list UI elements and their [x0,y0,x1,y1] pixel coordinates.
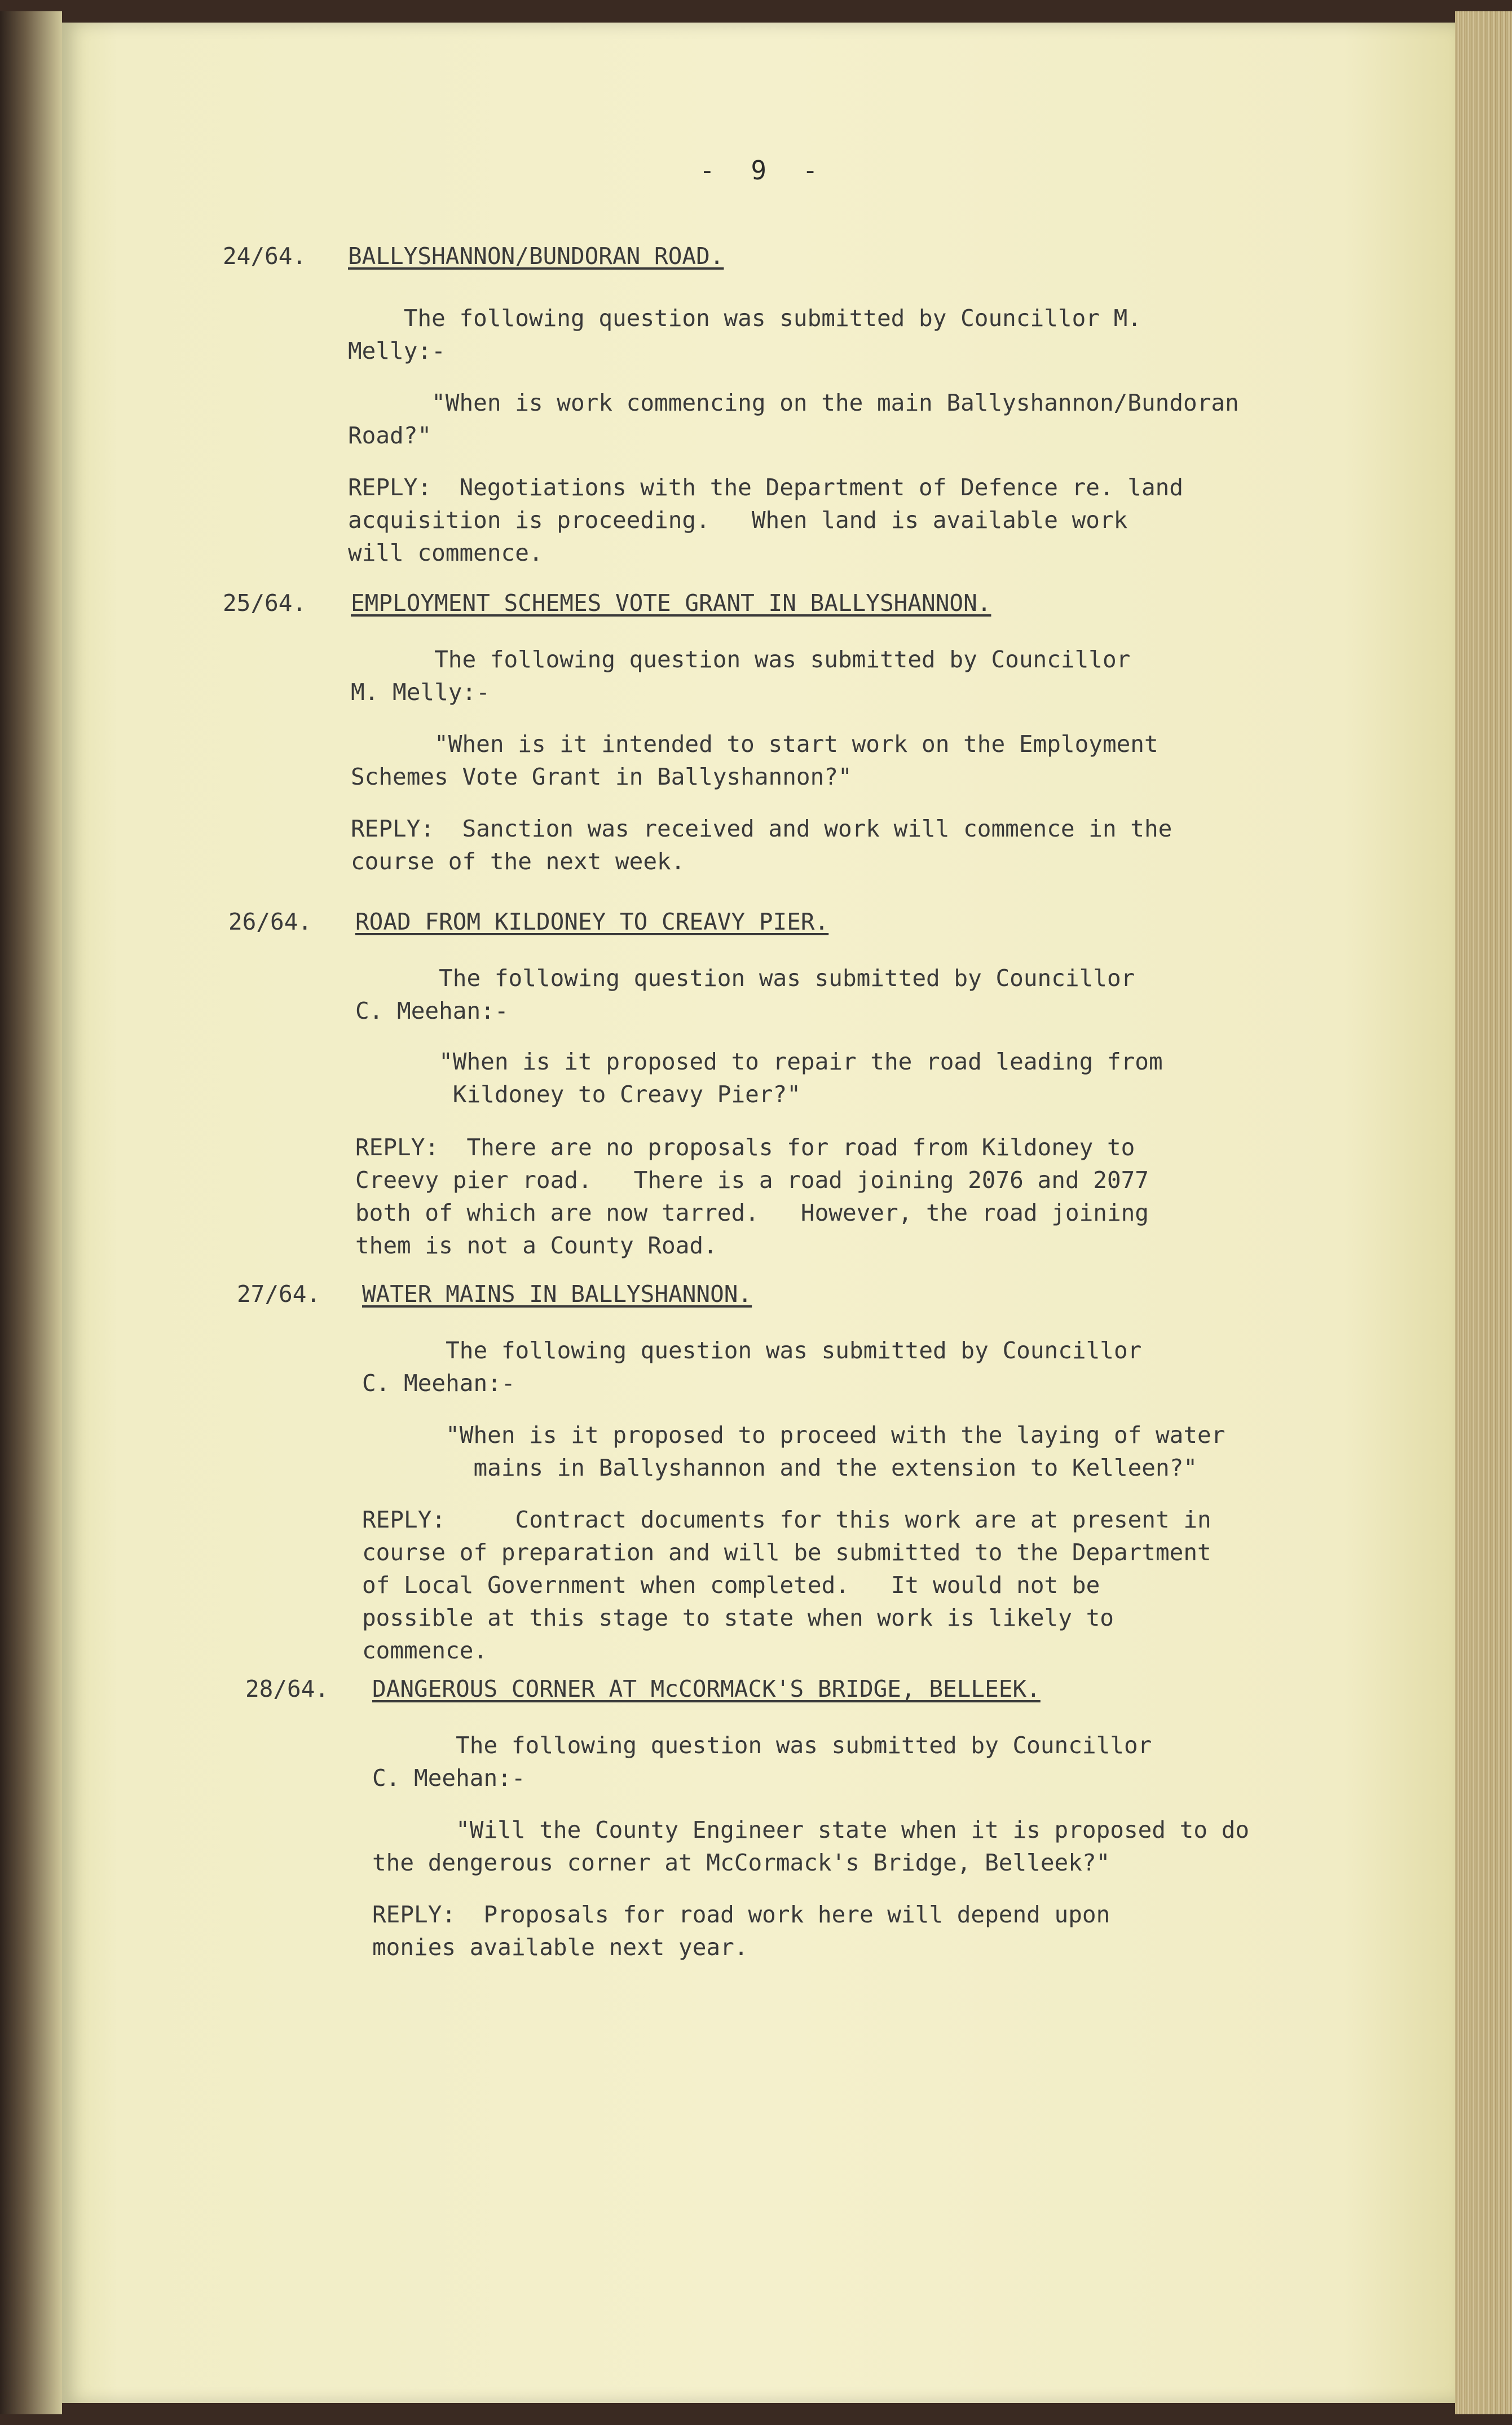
document-page [62,23,1455,2403]
question-text: "When is it intended to start work on the Employment Schemes Vote Grant in Ballyshannon?" [351,730,1158,790]
item-heading: WATER MAINS IN BALLYSHANNON. [362,1280,752,1308]
page-number: - 9 - [699,155,828,186]
page-edges [1455,11,1512,2414]
item-number: 24/64. [223,243,307,270]
question-intro: The following question was submitted by Councillor M. Melly:- [351,646,1131,706]
question-intro: The following question was submitted by Councillor M. Melly:- [348,305,1141,364]
question-intro: The following question was submitted by Councillor C. Meehan:- [362,1337,1142,1397]
reply-text: REPLY: There are no proposals for road from Kildoney to Creevy pier road. There is a road joining 2076 and 2077 both of which are now tarred. However, the road joining them is not a County Road. [355,1134,1149,1259]
reply-text: REPLY: Negotiations with the Department of Defence re. land acquisition is proceeding. When land is available work will commence. [348,474,1184,566]
minute-item-28-64 [245,1673,1373,1966]
minute-item-26-64 [228,905,1356,1266]
item-heading: DANGEROUS CORNER AT McCORMACK'S BRIDGE, BELLEEK. [372,1675,1041,1702]
question-text: "Will the County Engineer state when it is proposed to do the dengerous corner at McCormack's Bridge, Belleek?" [372,1816,1250,1876]
book-spine [0,11,62,2414]
item-number: 26/64. [228,908,312,935]
question-text: "When is it proposed to proceed with the laying of water mains in Ballyshannon and the extension to Kelleen?" [446,1421,1226,1481]
reply-text: REPLY: Contract documents for this work are at present in course of preparation and will be submitted to the Department of Local Government when completed. It would not be possible at this stage to state when work is likely to commence. [362,1506,1211,1664]
item-heading: EMPLOYMENT SCHEMES VOTE GRANT IN BALLYSHANNON. [351,589,991,617]
item-number: 25/64. [223,589,307,617]
item-heading: BALLYSHANNON/BUNDORAN ROAD. [348,243,724,270]
minute-item-24-64 [223,240,1351,567]
minute-item-27-64 [237,1278,1365,1664]
reply-text: REPLY: Sanction was received and work will commence in the course of the next week. [351,815,1172,875]
question-intro: The following question was submitted by Councillor C. Meehan:- [372,1732,1152,1792]
minute-item-25-64 [223,587,1351,880]
question-text: "When is it proposed to repair the road leading from Kildoney to Creavy Pier?" [439,1048,1163,1108]
item-number: 28/64. [245,1675,329,1702]
question-intro: The following question was submitted by Councillor C. Meehan:- [355,965,1135,1024]
question-text: "When is work commencing on the main Ballyshannon/Bundoran Road?" [348,389,1239,449]
reply-text: REPLY: Proposals for road work here will depend upon monies available next year. [372,1901,1110,1961]
item-heading: ROAD FROM KILDONEY TO CREAVY PIER. [355,908,829,935]
item-number: 27/64. [237,1280,321,1308]
